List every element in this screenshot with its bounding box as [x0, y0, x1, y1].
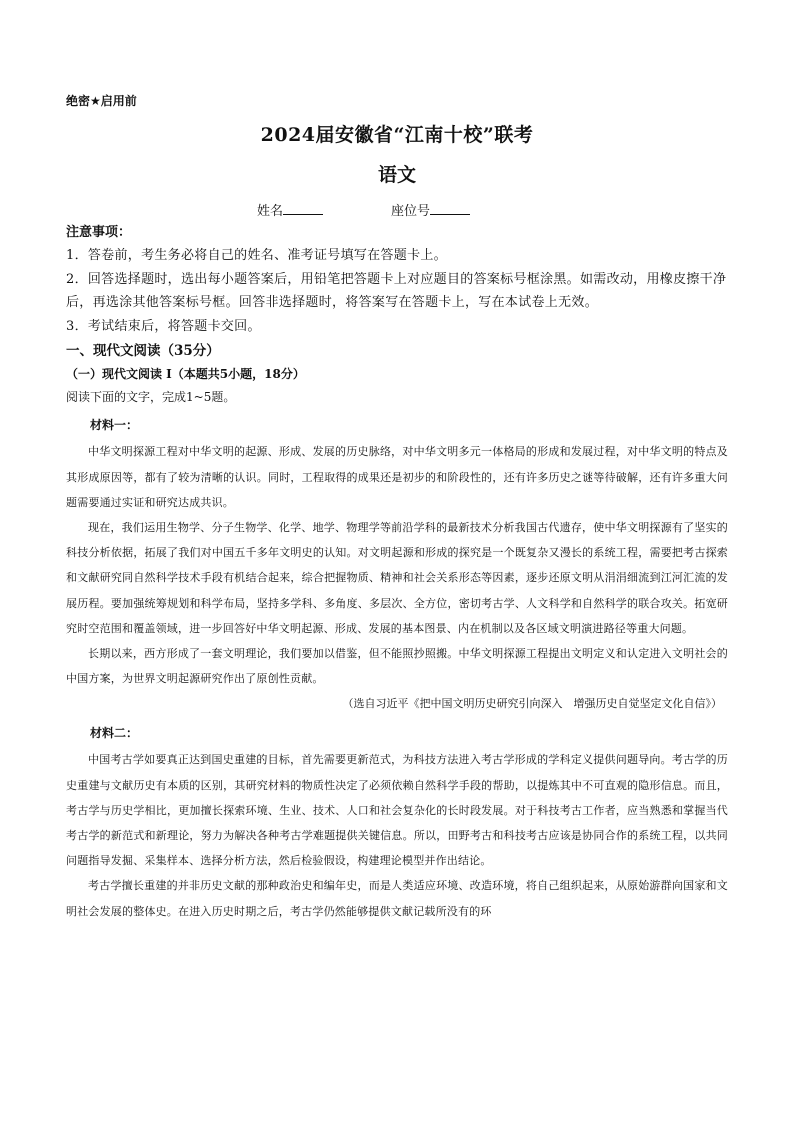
exam-content [66, 222, 728, 924]
material-2-paragraph: 考古学擅长重建的并非历史文献的那种政治史和编年史，而是人类适应环境、改造环境，将自己组织起来，从原始游群向国家和文明社会发展的整体史。在进入历史时期之后，考古学仍然能够提供文献记载所没有的环 [66, 879, 728, 918]
note-item: 2．回答选择题时，选出每小题答案后，用铅笔把答题卡上对应题目的答案标号框涂黑。如需改动，用橡皮擦干净后，再选涂其他答案标号框。回答非选择题时，将答案写在答题卡上，写在本试卷上无效。 [66, 271, 727, 311]
seat-blank[interactable] [430, 202, 470, 215]
subject-title: 语文 [377, 164, 416, 186]
material-1-label: 材料一： [90, 418, 139, 433]
confidential-label: 绝密★启用前 [66, 94, 137, 108]
name-blank[interactable] [283, 202, 323, 215]
material-2-label: 材料二： [90, 726, 139, 741]
material-2-paragraph: 中国考古学如要真正达到国史重建的目标，首先需要更新范式，为科技方法进入考古学形成的学科定义提供问题导向。考古学的历史重建与文献历史有本质的区别，其研究材料的物质性决定了必须依赖自然科学手段的帮助，以提炼其中不可直观的隐形信息。而且，考古学与历史学相比，更加擅长探索环境、生业、技术、人口和社会复杂化的长时段发展。对于科技考古工作者，应当熟悉和掌握当代考古学的新范式和新理论，努力为解决各种考古学难题提供关键信息。所以，田野考古和科技考古应该是协同合作的系统工程，以共同问题指导发掘、采集样本、选择分析方法，然后检验假设，构建理论模型并作出结论。 [66, 753, 728, 868]
subsection-title: （一）现代文阅读 I（本题共5小题，18分） [66, 367, 305, 382]
notes-title: 注意事项： [66, 225, 132, 240]
material-1-source: （选自习近平《把中国文明历史研究引向深入 增强历史自觉坚定文化自信》） [342, 697, 722, 711]
student-info-fields [257, 200, 470, 219]
material-1-paragraph: 长期以来，西方形成了一套文明理论，我们要加以借鉴，但不能照抄照搬。中华文明探源工程提出文明定义和认定进入文明社会的中国方案，为世界文明起源研究作出了原创性贡献。 [66, 647, 728, 686]
seat-label: 座位号 [391, 204, 431, 219]
section-title: 一、现代文阅读（35分） [66, 343, 220, 360]
exam-title: 2024届安徽省“江南十校”联考 [260, 124, 534, 146]
reading-instruction: 阅读下面的文字，完成1~5题。 [66, 390, 236, 405]
note-item: 3．考试结束后，将答题卡交回。 [66, 318, 261, 334]
name-label: 姓名 [257, 204, 284, 219]
material-1-paragraph: 中华文明探源工程对中华文明的起源、形成、发展的历史脉络，对中华文明多元一体格局的形成和发展过程，对中华文明的特点及其形成原因等，都有了较为清晰的认识。同时，工程取得的成果还是初步的和阶段性的，还有许多历史之谜等待破解，还有许多重大问题需要通过实证和研究达成共识。 [66, 445, 728, 509]
material-1-paragraph: 现在，我们运用生物学、分子生物学、化学、地学、物理学等前沿学科的最新技术分析我国古代遗存，使中华文明探源有了坚实的科技分析依据，拓展了我们对中国五千多年文明史的认知。对文明起源和形成的探究是一个既复杂又漫长的系统工程，需要把考古探索和文献研究同自然科学技术手段有机结合起来，综合把握物质、精神和社会关系形态等因素，逐步还原文明从涓涓细流到江河汇流的发展历程。要加强统筹规划和科学布局，坚持多学科、多角度、多层次、全方位，密切考古学、人文科学和自然科学的联合攻关。拓宽研究时空范围和覆盖领域，进一步回答好中华文明起源、形成、发展的基本图景、内在机制以及各区域文明演进路径等重大问题。 [66, 520, 728, 635]
note-item: 1．答卷前，考生务必将自己的姓名、准考证号填写在答题卡上。 [66, 248, 447, 263]
